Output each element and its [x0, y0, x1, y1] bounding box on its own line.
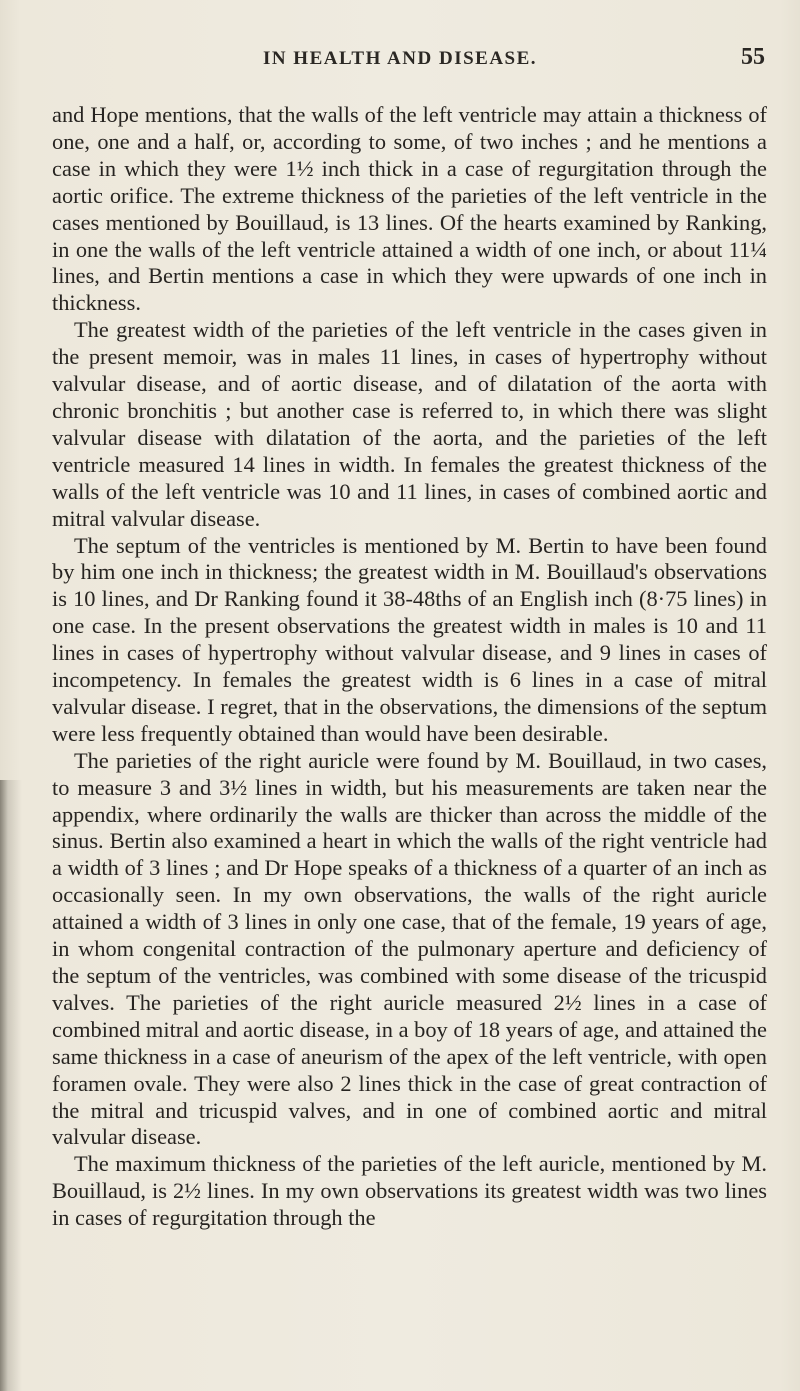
- paragraph-5: The maximum thickness of the parieties of the left auricle, mentioned by M. Bouillaud, is 2½ lines. In my own observations its greatest width was two lines in cases of regurgitation through the: [52, 1151, 767, 1231]
- paragraph-2: The greatest width of the parieties of the left ventricle in the cases given in the present memoir, was in males 11 lines, in cases of hypertrophy without valvular disease, and of aortic disease, and of dilatation of the aorta with chronic bronchitis ; but another case is referred to, in which there was slight valvular disease with dilatation of the aorta, and the parieties of the left ventricle measured 14 lines in width. In females the greatest thickness of the walls of the left ventricle was 10 and 11 lines, in cases of combined aortic and mitral valvular disease.: [52, 317, 767, 531]
- body-text: [52, 102, 767, 1232]
- page-number: 55: [741, 44, 765, 70]
- paragraph-1: and Hope mentions, that the walls of the left ventricle may attain a thickness of one, one and a half, or, according to some, of two inches ; and he mentions a case in which they were 1½ inch thick in a case of regurgitation through the aortic orifice. The extreme thickness of the parieties of the left ventricle in the cases mentioned by Bouillaud, is 13 lines. Of the hearts examined by Ranking, in one the walls of the left ventricle attained a width of one inch, or about 11¼ lines, and Bertin mentions a case in which they were upwards of one inch in thickness.: [52, 102, 767, 316]
- paragraph-3: The septum of the ventricles is mentioned by M. Bertin to have been found by him one inch in thickness; the greatest width in M. Bouillaud's observations is 10 lines, and Dr Ranking found it 38-48ths of an English inch (8·75 lines) in one case. In the present observations the greatest width in males is 10 and 11 lines in cases of hypertrophy without valvular disease, and 9 lines in cases of incompetency. In females the greatest width is 6 lines in a case of mitral valvular disease. I regret, that in the observations, the dimensions of the septum were less frequently obtained than would have been desirable.: [52, 532, 767, 746]
- page-edge-shadow: [0, 780, 22, 1391]
- page-header: [0, 44, 800, 82]
- paragraph-4: The parieties of the right auricle were found by M. Bouillaud, in two cases, to measure 3 and 3½ lines in width, but his measurements are taken near the appendix, where ordinarily the walls are thicker than across the middle of the sinus. Bertin also examined a heart in which the walls of the right ventricle had a width of 3 lines ; and Dr Hope speaks of a thickness of a quarter of an inch as occasionally seen. In my own observations, the walls of the right auricle attained a width of 3 lines in only one case, that of the female, 19 years of age, in whom congenital contraction of the pulmonary aperture and deficiency of the septum of the ventricles, was combined with some disease of the tricuspid valves. The parieties of the right auricle measured 2½ lines in a case of combined mitral and aortic disease, in a boy of 18 years of age, and attained the same thickness in a case of aneurism of the apex of the left ventricle, with open foramen ovale. They were also 2 lines thick in the case of great contraction of the mitral and tricuspid valves, and in one of combined aortic and mitral valvular disease.: [52, 747, 767, 1150]
- running-head: IN HEALTH AND DISEASE.: [262, 48, 538, 69]
